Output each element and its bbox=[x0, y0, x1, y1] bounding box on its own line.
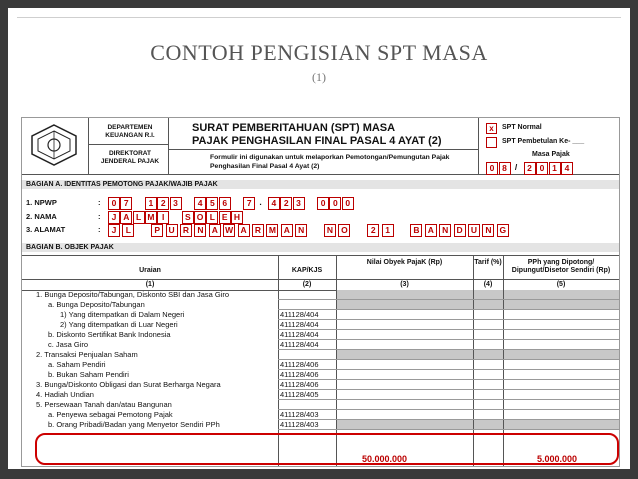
row-kap: 411128/406 bbox=[280, 370, 319, 379]
nama-char-box[interactable]: I bbox=[157, 211, 169, 224]
npwp-char-box[interactable]: 3 bbox=[293, 197, 305, 210]
highlight-persewaan bbox=[35, 433, 619, 465]
masa-pajak-char-box[interactable]: 8 bbox=[499, 162, 511, 175]
row-label: 4. Hadiah Undian bbox=[36, 390, 94, 399]
row-label: 1. Bunga Deposito/Tabungan, Diskonto SBI dan Jasa Giro bbox=[36, 290, 230, 299]
npwp-char-box[interactable]: 4 bbox=[268, 197, 280, 210]
table-row bbox=[22, 380, 619, 390]
masa-pajak-char-box[interactable]: 2 bbox=[524, 162, 536, 175]
table-row bbox=[22, 320, 619, 330]
col-pph: PPh yang Dipotong/ Dipungut/Disetor Sendiri (Rp) bbox=[511, 259, 611, 274]
alamat-char-box[interactable]: 1 bbox=[382, 224, 394, 237]
row-kap: 411128/404 bbox=[280, 330, 319, 339]
section-a-title: BAGIAN A. IDENTITAS PEMOTONG PAJAK/WAJIB PAJAK bbox=[22, 180, 619, 189]
masa-pajak-char-box[interactable]: 1 bbox=[549, 162, 561, 175]
alamat-char-box[interactable]: M bbox=[266, 224, 278, 237]
spt-normal-checkbox[interactable]: x bbox=[486, 123, 497, 134]
masa-pajak-label: Masa Pajak bbox=[532, 151, 570, 158]
npwp-char-box[interactable]: 0 bbox=[108, 197, 120, 210]
col-uraian: Uraian bbox=[139, 267, 161, 274]
nama-char-box[interactable]: A bbox=[120, 211, 132, 224]
alamat-char-box[interactable]: U bbox=[166, 224, 178, 237]
table-row bbox=[22, 390, 619, 400]
col-tarif: Tarif (%) bbox=[474, 259, 502, 266]
table-row bbox=[22, 310, 619, 320]
col-number: (1) bbox=[145, 281, 155, 288]
alamat-char-box[interactable]: 2 bbox=[367, 224, 379, 237]
alamat-char-box[interactable]: O bbox=[338, 224, 350, 237]
masa-pajak-char-box[interactable]: 0 bbox=[486, 162, 498, 175]
directorate-label: DIREKTORAT JENDERAL PAJAK bbox=[100, 150, 160, 165]
table-row bbox=[22, 400, 619, 410]
row-label: 1) Yang ditempatkan di Dalam Negeri bbox=[60, 310, 185, 319]
masa-pajak-char-box[interactable]: / bbox=[514, 162, 518, 172]
nama-label: 2. NAMA bbox=[26, 212, 57, 221]
alamat-char-box[interactable]: A bbox=[238, 224, 250, 237]
spt-pembetulan-checkbox[interactable] bbox=[486, 137, 497, 148]
table-row bbox=[22, 360, 619, 370]
col-number: (5) bbox=[556, 281, 566, 288]
col-kap: KAP/KJS bbox=[291, 267, 323, 274]
alamat-char-box[interactable]: N bbox=[194, 224, 206, 237]
npwp-char-box[interactable]: 0 bbox=[342, 197, 354, 210]
col-number: (3) bbox=[400, 281, 409, 288]
alamat-char-box[interactable]: D bbox=[454, 224, 466, 237]
npwp-char-box[interactable]: 3 bbox=[170, 197, 182, 210]
row-kap: 411128/406 bbox=[280, 360, 319, 369]
table-row bbox=[22, 340, 619, 350]
row-label: b. Diskonto Sertifikat Bank Indonesia bbox=[48, 330, 171, 339]
section-b-title: BAGIAN B. OBJEK PAJAK bbox=[22, 243, 619, 252]
table-row bbox=[22, 410, 619, 420]
dept-label: DEPARTEMEN KEUANGAN R.I. bbox=[105, 124, 155, 139]
alamat-char-box[interactable]: L bbox=[122, 224, 134, 237]
table-row bbox=[22, 350, 619, 360]
npwp-char-box[interactable]: 7 bbox=[243, 197, 255, 210]
npwp-char-box[interactable]: 0 bbox=[329, 197, 341, 210]
npwp-char-box[interactable]: 1 bbox=[145, 197, 157, 210]
pph-value: 5.000.000 bbox=[537, 454, 578, 464]
npwp-char-box[interactable]: . bbox=[259, 197, 262, 207]
row-label: b. Orang Pribadi/Badan yang Menyetor Sendiri PPh bbox=[48, 420, 220, 429]
slide-title: CONTOH PENGISIAN SPT MASA bbox=[150, 40, 488, 65]
alamat-char-box[interactable]: A bbox=[209, 224, 221, 237]
npwp-char-box[interactable]: 6 bbox=[219, 197, 231, 210]
alamat-char-box[interactable]: N bbox=[439, 224, 451, 237]
alamat-char-box[interactable]: A bbox=[281, 224, 293, 237]
nama-char-box[interactable]: L bbox=[206, 211, 218, 224]
row-label: 3. Bunga/Diskonto Obligasi dan Surat Berharga Negara bbox=[36, 380, 221, 389]
alamat-char-box[interactable]: A bbox=[425, 224, 437, 237]
npwp-char-box[interactable]: 2 bbox=[280, 197, 292, 210]
row-label: a. Penyewa sebagai Pemotong Pajak bbox=[48, 410, 173, 419]
formula-note: Formulir ini digunakan untuk melaporkan Pemotongan/Pemungutan Pajak Penghasilan Final Pasal 4 Ayat (2) bbox=[210, 154, 450, 170]
nama-char-box[interactable]: S bbox=[182, 211, 194, 224]
masa-pajak-char-box[interactable]: 0 bbox=[536, 162, 548, 175]
row-kap: 411128/404 bbox=[280, 320, 319, 329]
npwp-char-box[interactable]: 0 bbox=[317, 197, 329, 210]
table-row bbox=[22, 290, 619, 300]
ministry-logo-icon bbox=[26, 122, 82, 168]
row-kap: 411128/403 bbox=[280, 410, 319, 419]
row-label: c. Jasa Giro bbox=[48, 340, 89, 349]
row-label: 2. Transaksi Penjualan Saham bbox=[36, 350, 138, 359]
npwp-char-box[interactable]: 5 bbox=[206, 197, 218, 210]
table-row bbox=[22, 370, 619, 380]
nama-char-box[interactable]: H bbox=[231, 211, 243, 224]
alamat-label: 3. ALAMAT bbox=[26, 225, 66, 234]
alamat-char-box[interactable]: R bbox=[252, 224, 264, 237]
row-label: a. Saham Pendiri bbox=[48, 360, 106, 369]
row-label: b. Bukan Saham Pendiri bbox=[48, 370, 129, 379]
nilai-objek-value: 50.000.000 bbox=[362, 454, 408, 464]
col-number: (2) bbox=[302, 281, 312, 288]
nama-char-box[interactable]: O bbox=[194, 211, 206, 224]
alamat-char-box[interactable]: B bbox=[410, 224, 422, 237]
alamat-char-box[interactable]: R bbox=[180, 224, 192, 237]
row-kap: 411128/404 bbox=[280, 340, 319, 349]
alamat-char-box[interactable]: N bbox=[295, 224, 307, 237]
table-row bbox=[22, 300, 619, 310]
alamat-char-box[interactable]: W bbox=[225, 225, 234, 235]
nama-char-box[interactable]: L bbox=[133, 211, 145, 224]
npwp-char-box[interactable]: 7 bbox=[120, 197, 132, 210]
row-kap: 411128/403 bbox=[280, 420, 319, 429]
row-kap: 411128/406 bbox=[280, 380, 319, 389]
title-divider bbox=[17, 17, 621, 18]
masa-pajak-char-box[interactable]: 4 bbox=[561, 162, 573, 175]
slide-subtitle: (1) bbox=[312, 70, 326, 84]
row-kap: 411128/404 bbox=[280, 310, 319, 319]
row-label: a. Bunga Deposito/Tabungan bbox=[48, 300, 145, 309]
row-label: 5. Persewaan Tanah dan/atau Bangunan bbox=[36, 400, 172, 409]
spt-pembetulan-label: SPT Pembetulan Ke- ___ bbox=[502, 138, 585, 145]
table-row bbox=[22, 420, 619, 430]
npwp-label: 1. NPWP bbox=[26, 198, 57, 207]
nama-char-box[interactable]: M bbox=[145, 211, 157, 224]
npwp-char-box[interactable]: 4 bbox=[194, 197, 206, 210]
col-number: (4) bbox=[483, 281, 493, 288]
alamat-char-box[interactable]: P bbox=[151, 224, 163, 237]
nama-char-box[interactable]: E bbox=[219, 211, 231, 224]
alamat-char-box[interactable]: N bbox=[482, 224, 494, 237]
main-title: SURAT PEMBERITAHUAN (SPT) MASA PAJAK PENGHASILAN FINAL PASAL 4 AYAT (2) bbox=[192, 122, 442, 147]
alamat-char-box[interactable]: N bbox=[324, 224, 336, 237]
table-row bbox=[22, 330, 619, 340]
row-kap: 411128/405 bbox=[280, 390, 319, 399]
alamat-char-box[interactable]: J bbox=[108, 224, 120, 237]
spt-normal-label: SPT Normal bbox=[502, 124, 542, 131]
alamat-char-box[interactable]: G bbox=[497, 224, 509, 237]
nama-char-box[interactable]: J bbox=[108, 211, 120, 224]
npwp-char-box[interactable]: 2 bbox=[157, 197, 169, 210]
row-label: 2) Yang ditempatkan di Luar Negeri bbox=[60, 320, 178, 329]
col-nilai: Nilai Obyek PajaK (Rp) bbox=[366, 259, 443, 266]
alamat-char-box[interactable]: U bbox=[468, 224, 480, 237]
spt-form: DEPARTEMEN KEUANGAN R.I. DIREKTORAT JENDERAL PAJAK SURAT PEMBERITAHUAN (SPT) MASA PAJAK PENGHASILAN FINAL PASAL 4 AYAT (2) Formulir ini digunakan untuk melaporkan Pemotongan/Pemungutan Pajak Penghasilan Final Pasal 4 Ayat (2) x SPT Normal SPT Pembetulan Ke- ___ Masa Pajak BAGIAN A. IDENTITAS PEMOTONG PAJAK/WAJIB PAJAK 1. NPWP : 2. NAMA : 3. ALAMAT : BAGIAN B. OBJEK PAJAK Uraian KAP/KJS Nilai Obyek PajaK (Rp) Tarif (%) PPh yang Dipotong/ Dipungut/Disetor Sendiri (Rp) 50.000.000 5.000.000 0 7 1 2 3 4 5 6 7 . 4 2 3 0 0 0 J A L M I S O L E H J L P U R N A W A R M A N N O 2 1 B A N D U N G 0 8 / 2 0 1 4 (1) (2) (3) (4) (5) 1. Bunga Deposito/Tabungan, Diskonto SBI dan Jasa Giro a. Bunga Deposito/Tabungan 1) Yang ditempatkan di Dalam Negeri 411128/404 2) Yang ditempatkan di Luar Negeri 411128/404 b. Diskonto Sertifikat Bank Indonesia 411128/404 c. Jasa Giro 411128/404 2. Transaksi Penjualan Saham a. Saham Pendiri 411128/406 b. Bukan Saham Pendiri 411128/406 3. Bunga/Diskonto Obligasi dan Surat Berharga Negara 411128/406 4. Hadiah Undian 411128/405 5. Persewaan Tanah dan/atau Bangunan a. Penyewa sebagai Pemotong Pajak 411128/403 b. Orang Pribadi/Badan yang Menyetor Sendiri PPh 411128/403 bbox=[21, 117, 620, 467]
